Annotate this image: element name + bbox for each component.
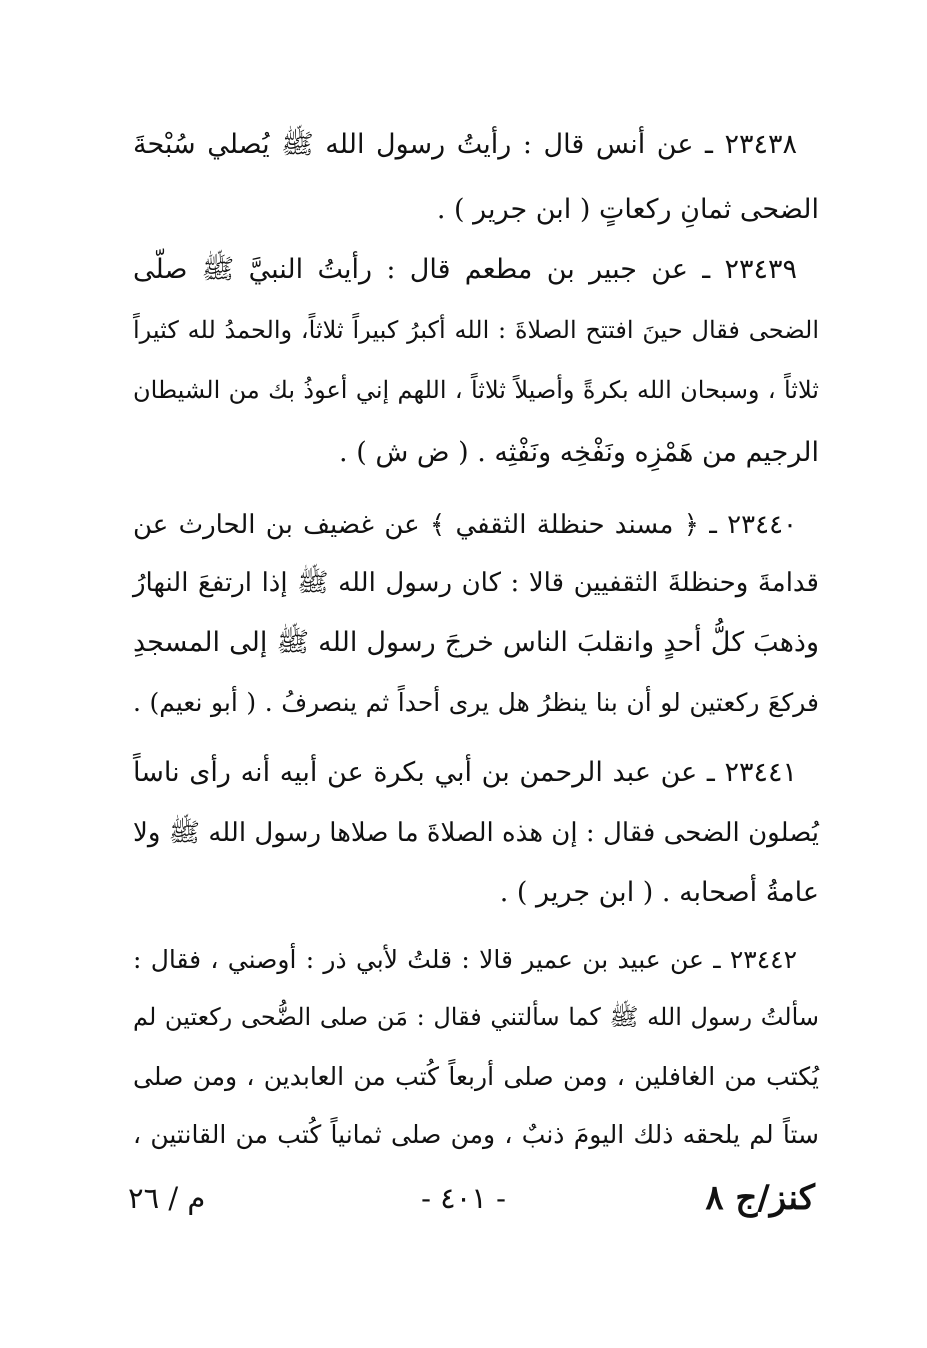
entry-23439-line-4: الرجيم من هَمْزِه ونَفْخِه ونَفْثِه . ( ض ش ) . [339, 437, 819, 468]
entry-23442-line-2: سألتُ رسول الله ﷺ كما سألتني فقال : مَن صلى الضُّحى ركعتين لم [133, 1003, 819, 1031]
entry-23440-line-1: ٢٣٤٤٠ ـ ﴿ مسند حنظلة الثقفي ﴾ عن غضيف بن الحارث عن [133, 510, 797, 540]
entry-23440-line-3: وذهبَ كلُّ أحدٍ وانقلبَ الناس خرجَ رسول الله ﷺ إلى المسجدِ [133, 627, 819, 658]
entry-23441-line-1: ٢٣٤٤١ ـ عن عبد الرحمن بن أبي بكرة عن أبيه أنه رأى ناساً [133, 757, 797, 788]
entry-23438-line-1: ٢٣٤٣٨ ـ عن أنس قال : رأيتُ رسول الله ﷺ يُصلي سُبْحةَ [133, 129, 797, 160]
entry-23440-line-2: قدامةَ وحنظلةَ الثقفيين قالا : كان رسول الله ﷺ إذا ارتفعَ النهارُ [133, 568, 819, 598]
entry-23441-line-2: يُصلون الضحى فقال : إن هذه الصلاةَ ما صلاها رسول الله ﷺ ولا [133, 818, 819, 848]
entry-23438-line-2: الضحى ثمانِ ركعاتٍ ( ابن جرير ) . [436, 194, 819, 225]
entry-23439-line-1: ٢٣٤٣٩ ـ عن جبير بن مطعم قال : رأيتُ النبيَّ ﷺ صلّى [133, 254, 797, 285]
entry-23439-line-2: الضحى فقال حينَ افتتح الصلاةَ : الله أكبرُ كبيراً ثلاثاً، والحمدُ لله كثيراً [133, 316, 819, 344]
entry-23442-line-3: يُكتب من الغافلين ، ومن صلى أربعاً كُتب من العابدين ، ومن صلى [133, 1062, 819, 1091]
entry-23441-line-3: عامةُ أصحابه . ( ابن جرير ) . [499, 877, 819, 908]
entry-23439-line-3: ثلاثاً ، وسبحان الله بكرةً وأصيلاً ثلاثاً ، اللهم إني أعوذُ بك من الشيطان [133, 376, 819, 404]
footer-volume-label: كنز/ج ٨ [705, 1178, 815, 1218]
entry-23442-line-1: ٢٣٤٤٢ ـ عن عبيد بن عمير قالا : قلتُ لأبي ذر : أوصني ، فقال : [133, 945, 797, 974]
footer-signature-label: م / ٢٦ [128, 1181, 206, 1215]
entry-23440-line-4: فركعَ ركعتين لو أن بنا ينظرُ هل يرى أحداً ثم ينصرفُ . ( أبو نعيم) . [133, 688, 819, 717]
entry-23442-line-4: ستاً لم يلحقه ذلك اليومَ ذنبٌ ، ومن صلى ثمانياً كُتب من القانتين ، [133, 1120, 819, 1149]
page-number: - ٤٠١ - [421, 1181, 506, 1215]
